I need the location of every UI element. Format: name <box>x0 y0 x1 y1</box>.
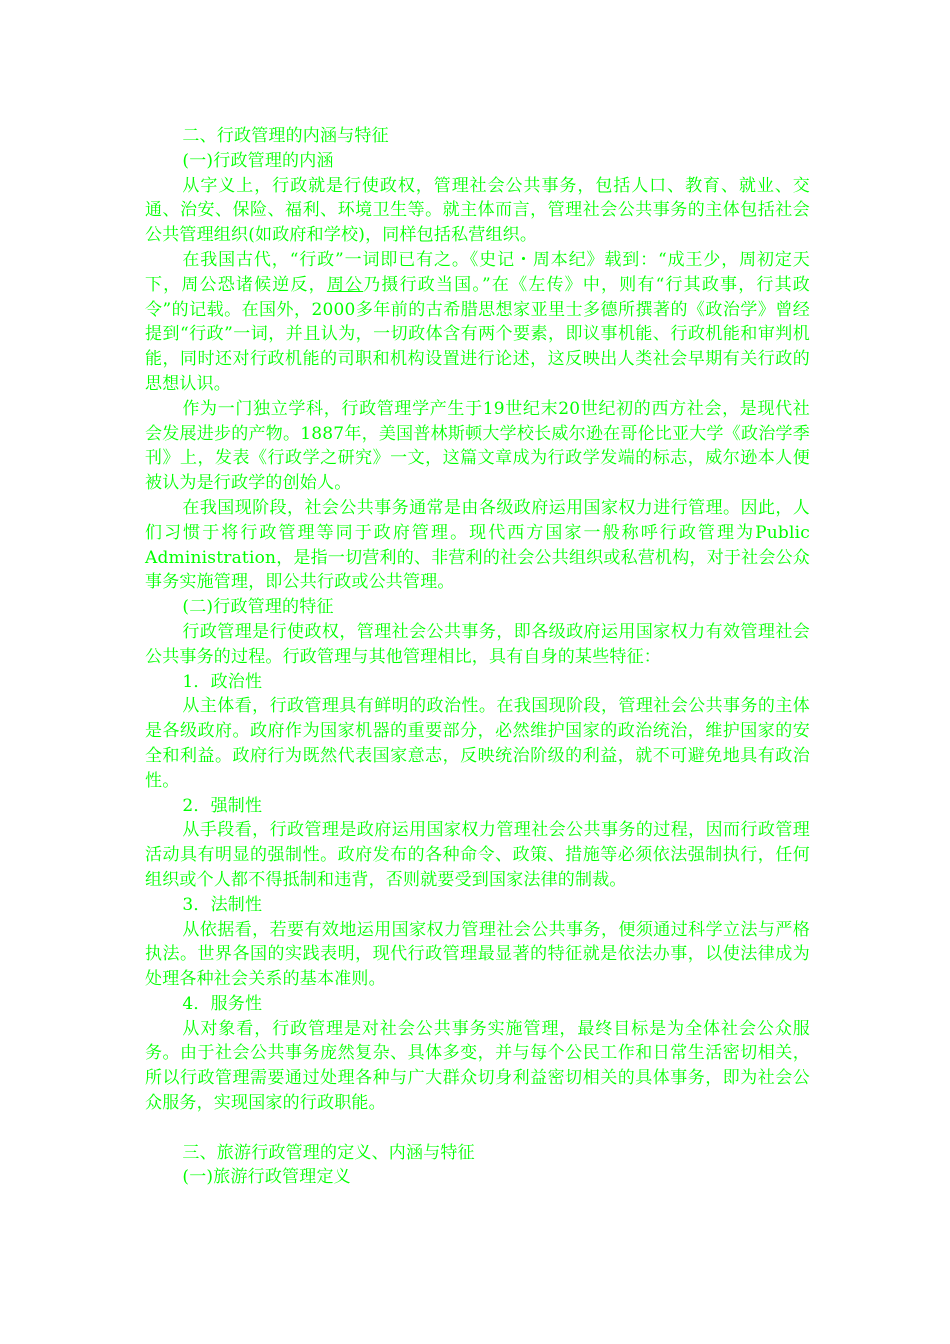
feature-heading: 4．服务性 <box>182 993 263 1014</box>
spacer <box>145 1116 810 1141</box>
paragraph: 从字义上，行政就是行使政权，管理社会公共事务，包括人口、教育、就业、交通、治安、保险、福利、环境卫生等。就主体而言，管理社会公共事务的主体包括社会公共管理组织(如政府和学校)，同样包括私营组织。 <box>145 175 810 246</box>
section-heading: 三、旅游行政管理的定义、内涵与特征 <box>182 1142 475 1163</box>
subsection-heading: (一)旅游行政管理定义 <box>182 1167 351 1188</box>
paragraph: 从手段看，行政管理是政府运用国家权力管理社会公共事务的过程，因而行政管理活动具有明显的强制性。政府发布的各种命令、政策、措施等必须依法强制执行，任何组织或个人都不得抵制和违背，否则就要受到国家法律的制裁。 <box>145 820 810 890</box>
paragraph: 在我国现阶段，社会公共事务通常是由各级政府运用国家权力进行管理。因此，人们习惯于将行政管理等同于政府管理。现代西方国家一般称呼行政管理为Public Administration，是指一切营利的、非营利的社会公共组织或私营机构，对于社会公众事务实施管理，即公共行政或公共管理。 <box>145 497 810 593</box>
paragraph <box>145 248 810 397</box>
paragraph: 从主体看，行政管理具有鲜明的政治性。在我国现阶段，管理社会公共事务的主体是各级政府。政府作为国家机器的重要部分，必然维护国家的政治统治，维护国家的安全和利益。政府行为既然代表国家意志，反映统治阶级的利益，就不可避免地具有政治性。 <box>145 696 810 791</box>
paragraph-text: 在我国古代，“行政”一词即已有之。《史记・周本纪》载到：“成王少，周初定天下，周公恐诸候逆反， <box>145 249 810 295</box>
document-body <box>145 124 810 1190</box>
section-heading: 二、行政管理的内涵与特征 <box>182 126 389 146</box>
paragraph: 从对象看，行政管理是对社会公共事务实施管理，最终目标是为全体社会公众服务。由于社会公共事务庞然复杂、具体多变，并与每个公民工作和日常生活密切相关，所以行政管理需要通过处理各种与广大群众切身利益密切相关的具体事务，即为社会公众服务，实现国家的行政职能。 <box>145 1018 810 1114</box>
feature-heading: 2．强制性 <box>182 795 263 816</box>
feature-heading: 1．政治性 <box>182 671 263 692</box>
paragraph: 从依据看，若要有效地运用国家权力管理社会公共事务，便须通过科学立法与严格执法。世界各国的实践表明，现代行政管理最显著的特征就是依法办事，以使法律成为处理各种社会关系的基本准则。 <box>145 919 810 990</box>
subsection-heading: (一)行政管理的内涵 <box>182 150 334 171</box>
feature-heading: 3．法制性 <box>182 894 263 915</box>
paragraph-text: 乃摄行政当国。”在《左传》中，则有“行其政事，行其政令”的记载。在国外，2000多年前的古希腊思想家亚里士多德所撰著的《政治学》曾经提到“行政”一词，并且认为，一切政体含有两个要素，即议事机能、行政机能和审判机能，同时还对行政机能的司职和机构设置进行论述，这反映出人类社会早期有关行政的思想认识。 <box>145 274 810 394</box>
subsection-heading: (二)行政管理的特征 <box>182 597 334 618</box>
paragraph: 作为一门独立学科，行政管理学产生于19世纪末20世纪初的西方社会，是现代社会发展进步的产物。1887年，美国普林斯顿大学校长威尔逊在哥伦比亚大学《政治学季刊》上，发表《行政学之研究》一文，这篇文章成为行政学发端的标志，威尔逊本人便被认为是行政学的创始人。 <box>145 398 810 494</box>
paragraph: 行政管理是行使政权，管理社会公共事务，即各级政府运用国家权力有效管理社会公共事务的过程。行政管理与其他管理相比，具有自身的某些特征： <box>145 621 810 667</box>
zhougong-link[interactable]: 周公 <box>326 274 364 295</box>
